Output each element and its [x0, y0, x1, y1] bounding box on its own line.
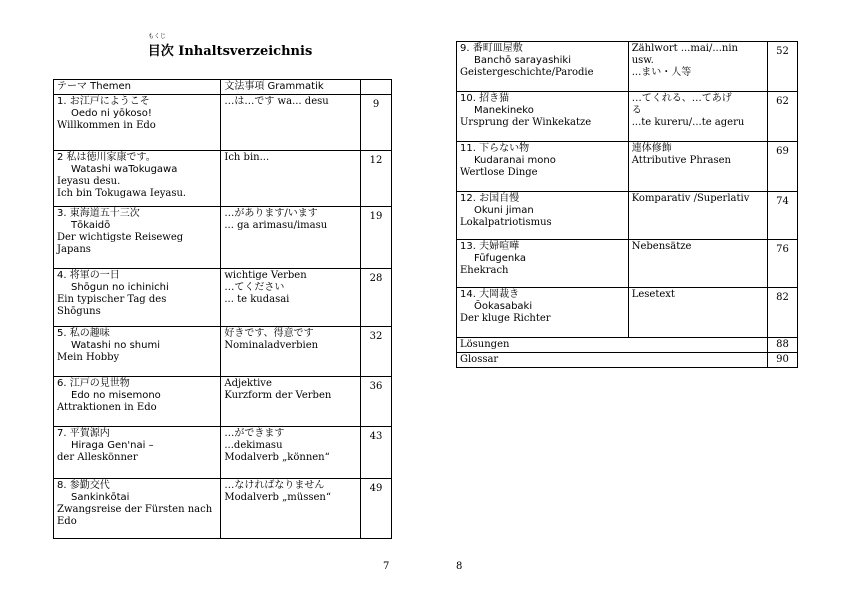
header-grammar: 文法事項 Grammatik — [221, 80, 361, 95]
grammar-cell — [221, 427, 361, 479]
theme-german-extra: Shōguns — [57, 306, 101, 317]
grammar-line: ...dekimasu — [224, 440, 283, 451]
header-page — [361, 80, 392, 95]
theme-german: Ehekrach — [460, 265, 509, 276]
theme-cell — [457, 142, 629, 192]
theme-romaji: Banchō sarayashiki — [474, 55, 571, 66]
grammar-line: ... te kudasai — [224, 294, 290, 305]
extra-label: Lösungen — [457, 338, 768, 353]
theme-romaji: Ōokasabaki — [474, 301, 533, 312]
theme-cell — [54, 377, 221, 427]
grammar-line: Kurzform der Verben — [224, 390, 332, 401]
grammar-line: …は…です wa... desu — [224, 96, 329, 107]
grammar-line: Lesetext — [631, 289, 675, 300]
header-themes: テーマ Themen — [54, 80, 221, 95]
table-row — [54, 327, 392, 377]
title-ruby: もくじ — [148, 33, 167, 40]
grammar-line: …てください — [224, 282, 285, 293]
theme-japanese: 2 私は徳川家康です。 — [57, 152, 156, 163]
theme-japanese: 7. 平賀源内 — [57, 428, 110, 439]
theme-japanese: 1. お江戸にようこそ — [57, 96, 150, 107]
grammar-cell — [628, 42, 767, 92]
theme-romaji: Edo no misemono — [71, 390, 161, 401]
grammar-line: ...te kureru/...te ageru — [631, 117, 745, 128]
theme-german: Zwangsreise der Fürsten nach — [57, 504, 213, 515]
theme-romaji: Fūfugenka — [474, 253, 526, 264]
grammar-line: Attributive Phrasen — [631, 155, 731, 166]
grammar-line: Modalverb „können“ — [224, 452, 330, 463]
page-number-cell: 88 — [768, 338, 798, 353]
theme-cell — [54, 95, 221, 151]
theme-cell — [457, 192, 629, 240]
page-number-cell: 36 — [361, 377, 392, 427]
grammar-line: Nebensätze — [631, 241, 692, 252]
theme-japanese: 12. お国自慢 — [460, 193, 520, 204]
theme-german: Willkommen in Edo — [57, 120, 156, 131]
theme-cell — [54, 427, 221, 479]
page-number-cell: 49 — [361, 479, 392, 539]
theme-cell — [457, 288, 629, 338]
grammar-cell — [628, 288, 767, 338]
grammar-cell — [221, 151, 361, 207]
theme-cell — [54, 327, 221, 377]
theme-romaji: Manekineko — [474, 105, 534, 116]
grammar-cell — [221, 269, 361, 327]
table-row — [54, 427, 392, 479]
theme-german-extra: Japans — [57, 244, 91, 255]
grammar-line: Zählwort ...mai/...nin — [631, 43, 738, 54]
theme-german-extra: Ich bin Tokugawa Ieyasu. — [57, 188, 187, 199]
grammar-line: Modalverb „müssen“ — [224, 492, 331, 503]
grammar-line: ... ga arimasu/imasu — [224, 220, 328, 231]
theme-japanese: 3. 東海道五十三次 — [57, 208, 140, 219]
grammar-line: …なければなりません — [224, 480, 325, 491]
table-row — [457, 92, 798, 142]
theme-cell — [54, 207, 221, 269]
table-row — [457, 42, 798, 92]
theme-cell — [457, 92, 629, 142]
grammar-cell — [221, 327, 361, 377]
theme-german: der Alleskönner — [57, 452, 138, 463]
theme-cell — [457, 240, 629, 288]
theme-romaji: Oedo ni yōkoso! — [71, 108, 152, 119]
theme-german: Wertlose Dinge — [460, 167, 538, 178]
theme-japanese: 8. 参勤交代 — [57, 480, 110, 491]
theme-japanese: 11. 下らない物 — [460, 143, 530, 154]
right-contents-table — [456, 41, 798, 368]
theme-romaji: Kudaranai mono — [474, 155, 556, 166]
table-row — [457, 192, 798, 240]
page-number-cell: 9 — [361, 95, 392, 151]
theme-german: Ein typischer Tag des — [57, 294, 167, 305]
grammar-cell — [628, 142, 767, 192]
page-number-cell: 12 — [361, 151, 392, 207]
theme-german: Der kluge Richter — [460, 313, 551, 324]
theme-german: Attraktionen in Edo — [57, 402, 157, 413]
grammar-line: usw. — [631, 55, 654, 66]
grammar-line: …ができます — [224, 428, 285, 439]
grammar-line: 好きです、得意です — [224, 328, 314, 339]
grammar-line: wichtige Verben — [224, 270, 307, 281]
page-number-cell: 43 — [361, 427, 392, 479]
theme-cell — [54, 479, 221, 539]
theme-japanese: 14. 大岡裁き — [460, 289, 520, 300]
page-number-cell: 69 — [768, 142, 798, 192]
table-row — [54, 269, 392, 327]
grammar-cell — [221, 207, 361, 269]
theme-romaji: Watashi waTokugawa — [71, 164, 178, 175]
theme-romaji: Tōkaidō — [71, 220, 111, 231]
page-number-right: 8 — [456, 561, 463, 572]
page-number-cell: 82 — [768, 288, 798, 338]
table-row — [54, 377, 392, 427]
page-number-cell: 28 — [361, 269, 392, 327]
table-row — [457, 288, 798, 338]
left-contents-table — [53, 79, 392, 539]
grammar-cell — [628, 192, 767, 240]
theme-german: Lokalpatriotismus — [460, 217, 552, 228]
grammar-cell — [628, 92, 767, 142]
theme-romaji: Watashi no shumi — [71, 340, 160, 351]
theme-cell — [54, 269, 221, 327]
theme-german: Der wichtigste Reiseweg — [57, 232, 184, 243]
grammar-cell — [221, 95, 361, 151]
theme-japanese: 4. 将軍の一日 — [57, 270, 120, 281]
table-row — [457, 240, 798, 288]
theme-japanese: 5. 私の趣味 — [57, 328, 110, 339]
theme-german: Ursprung der Winkekatze — [460, 117, 592, 128]
theme-romaji: Sankinkōtai — [71, 492, 130, 503]
grammar-cell — [221, 377, 361, 427]
table-row — [54, 479, 392, 539]
grammar-line: Ich bin... — [224, 152, 270, 163]
theme-german: Mein Hobby — [57, 352, 120, 363]
theme-japanese: 9. 番町皿屋敷 — [460, 43, 523, 54]
table-row — [457, 338, 798, 353]
theme-german: Geistergeschichte/Parodie — [460, 67, 594, 78]
grammar-line: 連体修飾 — [631, 143, 672, 154]
theme-romaji: Okuni jiman — [474, 205, 534, 216]
grammar-line: …てくれる、…てあげ — [631, 93, 732, 104]
theme-japanese: 13. 夫婦喧嘩 — [460, 241, 520, 252]
theme-japanese: 10. 招き猫 — [460, 93, 510, 104]
grammar-line: Adjektive — [224, 378, 272, 389]
theme-romaji: Shōgun no ichinichi — [71, 282, 169, 293]
grammar-cell — [628, 240, 767, 288]
table-row — [54, 95, 392, 151]
table-row — [54, 207, 392, 269]
grammar-line: Nominaladverbien — [224, 340, 319, 351]
page-number-cell: 32 — [361, 327, 392, 377]
table-row — [457, 142, 798, 192]
table-row — [457, 353, 798, 368]
title-text: 目次 Inhaltsverzeichnis — [147, 44, 313, 59]
theme-cell — [54, 151, 221, 207]
theme-romaji: Hiraga Gen'nai – — [71, 440, 154, 451]
grammar-line: …があります/います — [224, 208, 318, 219]
extra-label: Glossar — [457, 353, 768, 368]
page-number-cell: 76 — [768, 240, 798, 288]
theme-german: Ieyasu desu. — [57, 176, 121, 187]
left-header-row — [54, 80, 392, 95]
grammar-line: ...まい・人等 — [631, 67, 692, 78]
theme-german-extra: Edo — [57, 516, 77, 527]
page-number-left: 7 — [383, 561, 390, 572]
page-number-cell: 19 — [361, 207, 392, 269]
grammar-line: る — [631, 105, 642, 116]
page-title — [130, 33, 330, 59]
page-number-cell: 74 — [768, 192, 798, 240]
theme-cell — [457, 42, 629, 92]
theme-japanese: 6. 江戸の見世物 — [57, 378, 130, 389]
grammar-line: Komparativ /Superlativ — [631, 193, 750, 204]
page-number-cell: 62 — [768, 92, 798, 142]
table-row — [54, 151, 392, 207]
page-number-cell: 90 — [768, 353, 798, 368]
grammar-cell — [221, 479, 361, 539]
page-number-cell: 52 — [768, 42, 798, 92]
